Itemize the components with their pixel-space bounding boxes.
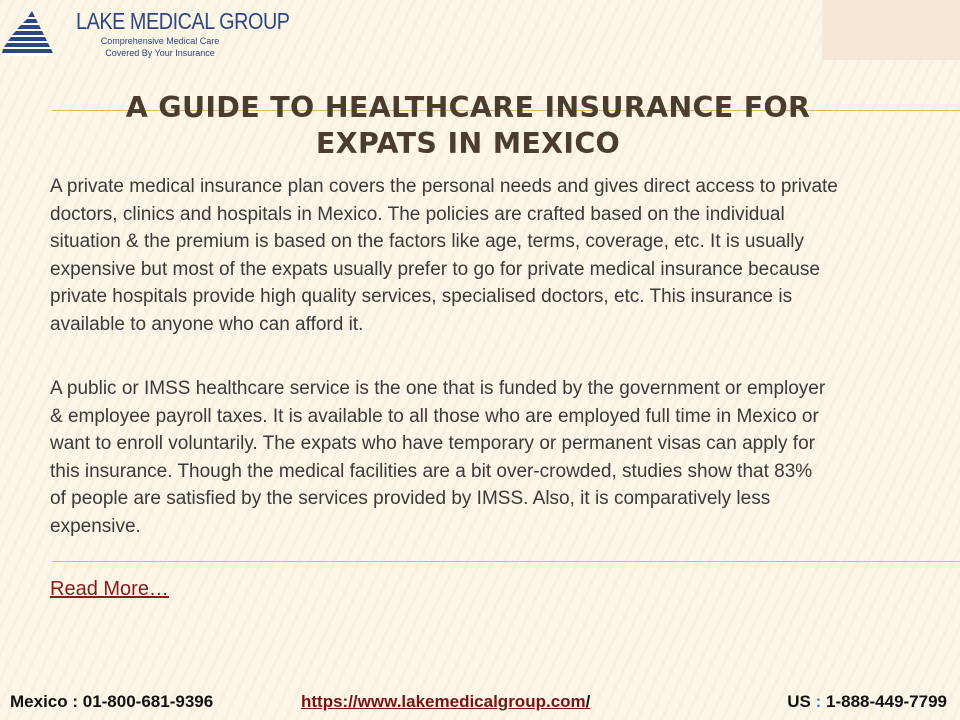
paragraph-line: of people are satisfied by the services provided by IMSS. Also, it is comparatively less — [50, 488, 771, 509]
title-line-1: A GUIDE TO HEALTHCARE INSURANCE FOR — [125, 91, 811, 124]
paragraph-line: private hospitals provide high quality services, specialised doctors, etc. This insurance is — [50, 286, 793, 307]
page-title — [50, 90, 886, 162]
us-phone-block — [787, 692, 947, 712]
paragraph-public-imss — [50, 375, 930, 540]
website-url[interactable]: https://www.lakemedicalgroup.com — [301, 692, 586, 711]
logo-tagline-2: Covered By Your Insurance — [105, 48, 215, 58]
paragraph-line: want to enroll voluntarily. The expats who have temporary or permanent visas can apply for — [50, 433, 815, 454]
corner-decoration — [822, 0, 960, 60]
paragraph-line: doctors, clinics and hospitals in Mexico. The policies are crafted based on the individual — [50, 203, 785, 225]
us-label: US — [787, 692, 811, 711]
bottom-divider — [52, 561, 960, 562]
website-link[interactable] — [301, 692, 590, 712]
logo-pyramid-icon — [2, 10, 56, 58]
title-line-2: EXPATS IN MEXICO — [315, 127, 621, 160]
paragraph-private-insurance — [50, 173, 930, 338]
paragraph-line: expensive but most of the expats usually prefer to go for private medical insurance because — [50, 258, 820, 280]
logo-tagline-1: Comprehensive Medical Care — [100, 36, 220, 46]
paragraph-line: available to anyone who can afford it. — [50, 313, 364, 335]
website-url-suffix: / — [585, 692, 591, 711]
read-more-link[interactable]: Read More… — [50, 578, 169, 600]
mexico-phone: Mexico : 01-800-681-9396 — [10, 692, 214, 711]
footer — [0, 692, 960, 718]
paragraph-line: this insurance. Though the medical facilities are a bit over-crowded, studies show that 83% — [50, 460, 813, 482]
logo[interactable] — [2, 4, 290, 60]
us-separator: : — [810, 692, 827, 711]
paragraph-line: & employee payroll taxes. It is available to all those who are employed full time in Mexico or — [50, 405, 819, 427]
logo-name: LAKE MEDICAL GROUP — [76, 8, 290, 34]
paragraph-line: A public or IMSS healthcare service is the one that is funded by the government or employer — [50, 378, 826, 399]
paragraph-line: situation & the premium is based on the factors like age, terms, coverage, etc. It is usually — [50, 231, 805, 252]
us-phone: 1-888-449-7799 — [826, 692, 947, 711]
paragraph-line: expensive. — [50, 515, 141, 537]
paragraph-line: A private medical insurance plan covers the personal needs and gives direct access to private — [50, 176, 838, 197]
